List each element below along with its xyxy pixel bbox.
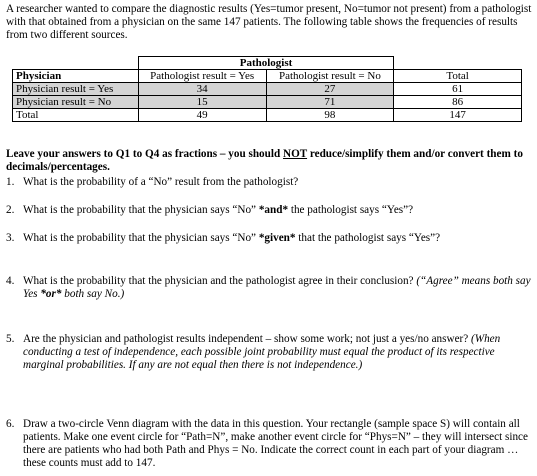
table-cell: 49 — [138, 109, 266, 122]
table-group-header: Pathologist — [138, 57, 394, 70]
table-row — [13, 96, 522, 109]
table-cell: 15 — [138, 96, 266, 109]
instructions: Leave your answers to Q1 to Q4 as fractions – you should NOT reduce/simplify them and/or convert them to decimals/percentages. — [6, 148, 523, 173]
intro-paragraph: A researcher wanted to compare the diagnostic results (Yes=tumor present, No=tumor not present) from a pathologist with that obtained from a physician on the same 147 patients. The following table shows the frequencies of results from two different sources. — [6, 3, 532, 41]
table-col-header: Total — [394, 70, 522, 83]
table-col-header: Pathologist result = No — [266, 70, 394, 83]
table-header-row — [13, 70, 522, 83]
table-row-label: Physician result = Yes — [13, 83, 139, 96]
table-cell: 98 — [266, 109, 394, 122]
table-row-label: Physician result = No — [13, 96, 139, 109]
table-row — [13, 109, 522, 122]
question-3: 3. What is the probability that the physician says “No” *given* that the pathologist says “Yes”? — [6, 232, 441, 244]
frequency-table — [12, 56, 522, 122]
table-cell: 34 — [138, 83, 266, 96]
question-5: 5. Are the physician and pathologist results independent – show some work; not just a yes/no answer? (When conducting a test of independence, each possible joint probability must equal the product of its respective marginal probabilities. If any are not equal then there is not independence.) — [6, 333, 501, 371]
question-2: 2. What is the probability that the physician says “No” *and* the pathologist says “Yes”? — [6, 204, 414, 216]
question-6: 6. Draw a two-circle Venn diagram with the data in this question. Your rectangle (sample space S) will contain all patients. Make one event circle for “Path=N”, make another event circle for “Phys=N” – they will intersect since there are patients who had both Path and Phys = No. Indicate the correct count in each part of your diagram … these counts must add to 147. — [6, 418, 528, 469]
question-4: 4. What is the probability that the physician and the pathologist agree in their conclusion? (“Agree” means both say Yes *or* both say No.) — [6, 275, 531, 300]
table-cell: 27 — [266, 83, 394, 96]
question-1: 1. What is the probability of a “No” result from the pathologist? — [6, 176, 299, 188]
table-cell: 61 — [394, 83, 522, 96]
table-cell: 86 — [394, 96, 522, 109]
not-emphasis: NOT — [283, 148, 308, 160]
table-row-header: Physician — [13, 70, 139, 83]
table-cell: 147 — [394, 109, 522, 122]
table-cell: 71 — [266, 96, 394, 109]
table-row-label: Total — [13, 109, 139, 122]
table-row — [13, 83, 522, 96]
table-col-header: Pathologist result = Yes — [138, 70, 266, 83]
